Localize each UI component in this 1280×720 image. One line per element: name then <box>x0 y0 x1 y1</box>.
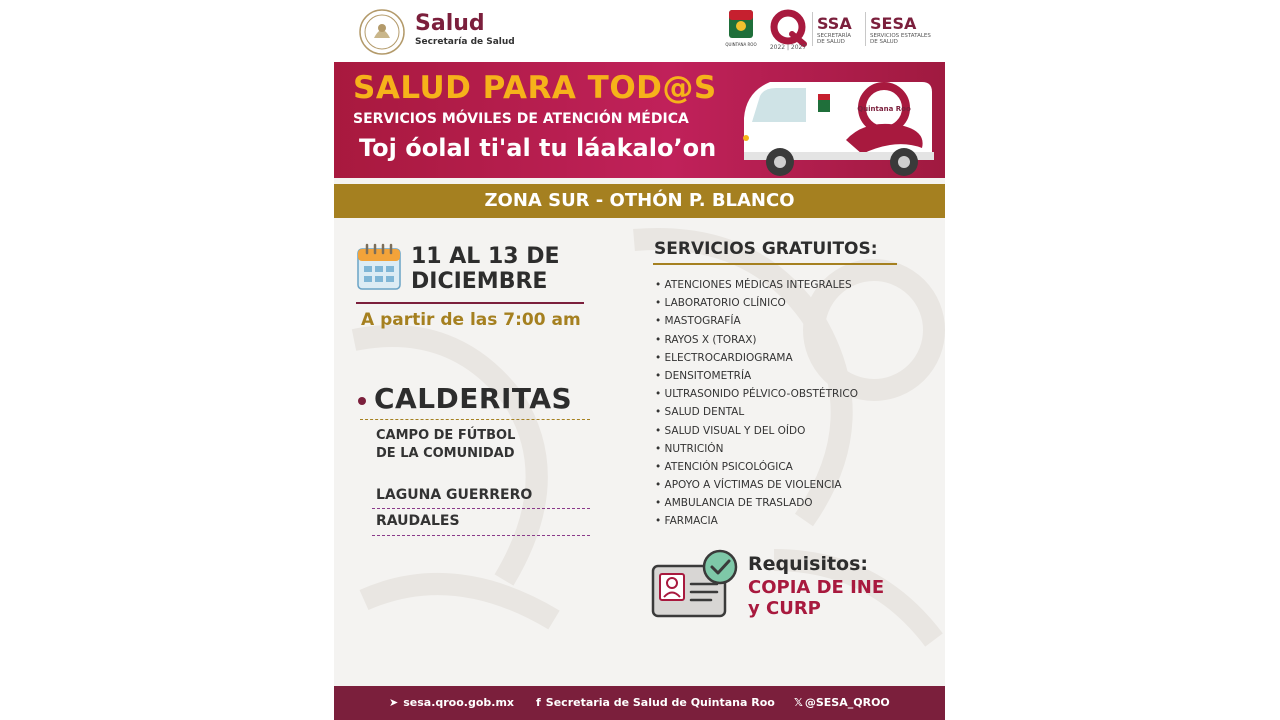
mexico-seal-icon <box>358 8 406 56</box>
header <box>334 0 945 62</box>
location-bullet <box>358 397 366 405</box>
sesa-logo-title: SESA <box>870 14 917 33</box>
services-title: SERVICIOS GRATUITOS: <box>654 239 878 259</box>
footer <box>334 686 945 720</box>
location-main-detail <box>376 427 515 463</box>
footer-x-link[interactable] <box>794 686 890 720</box>
calendar-icon <box>356 243 402 291</box>
location-second: LAGUNA GUERRERO <box>376 487 533 503</box>
service-item: • ELECTROCARDIOGRAMA <box>655 351 793 364</box>
poster <box>334 0 945 720</box>
divider <box>812 12 813 46</box>
requirements-title: Requisitos: <box>748 553 869 575</box>
facebook-icon: f <box>536 696 541 709</box>
date-line-2: DICIEMBRE <box>411 269 548 294</box>
x-icon: 𝕏 <box>794 696 803 709</box>
service-item: • DENSITOMETRÍA <box>655 369 752 382</box>
requirements-body <box>748 577 884 619</box>
banner-subtitle: SERVICIOS MÓVILES DE ATENCIÓN MÉDICA <box>353 111 689 127</box>
facebook-text: Secretaria de Salud de Quintana Roo <box>545 696 775 709</box>
event-time: A partir de las 7:00 am <box>361 310 581 330</box>
service-item: • SALUD DENTAL <box>655 406 745 419</box>
id-card-check-icon <box>651 548 739 620</box>
service-item: • RAYOS X (TORAX) <box>655 333 757 346</box>
x-handle-text: @SESA_QROO <box>804 696 890 709</box>
location-main: CALDERITAS <box>374 382 573 415</box>
detail-line-2: DE LA COMUNIDAD <box>376 446 515 461</box>
service-item: • APOYO A VÍCTIMAS DE VIOLENCIA <box>655 479 842 492</box>
date-underline <box>356 302 584 304</box>
zone-bar: ZONA SUR - OTHÓN P. BLANCO <box>334 184 945 218</box>
campaign-banner <box>334 62 945 178</box>
cursor-icon: ➤ <box>389 696 399 709</box>
event-date <box>411 244 560 294</box>
footer-facebook-link[interactable] <box>536 686 775 720</box>
ssa-logo-title: SSA <box>817 14 852 33</box>
service-item: • FARMACIA <box>655 515 718 528</box>
requirements-line-2: y CURP <box>748 598 821 619</box>
mobile-clinic-van-icon <box>736 68 936 180</box>
requirements-line-1: COPIA DE INE <box>748 577 885 598</box>
service-item: • MASTOGRAFÍA <box>655 315 741 328</box>
services-list <box>655 276 858 531</box>
service-item: • LABORATORIO CLÍNICO <box>655 297 786 310</box>
sesa-logo-subtitle: SERVICIOS ESTATALES DE SALUD <box>870 33 931 45</box>
dashed-divider <box>372 508 590 509</box>
service-item: • ATENCIÓN PSICOLÓGICA <box>655 460 793 473</box>
dashed-divider <box>360 419 590 420</box>
service-item: • NUTRICIÓN <box>655 442 724 455</box>
banner-maya-slogan: Toj óolal ti'al tu láakalo’on <box>359 134 717 162</box>
salud-logo-title: Salud <box>415 11 485 36</box>
ssa-logo-subtitle: SECRETARÍA DE SALUD <box>817 33 852 45</box>
service-item: • ATENCIONES MÉDICAS INTEGRALES <box>655 279 852 291</box>
website-text: sesa.qroo.gob.mx <box>403 696 515 709</box>
salud-logo-subtitle: Secretaría de Salud <box>415 37 515 47</box>
service-item: • ULTRASONIDO PÉLVICO-OBSTÉTRICO <box>655 388 858 401</box>
footer-website-link[interactable] <box>389 686 514 720</box>
quintana-roo-shield-icon <box>727 8 755 48</box>
divider <box>865 12 866 46</box>
service-item: • SALUD VISUAL Y DEL OÍDO <box>655 424 806 437</box>
van-logo-text: Quintana Roo <box>857 105 911 113</box>
detail-line-1: CAMPO DE FÚTBOL <box>376 428 516 443</box>
shield-label: QUINTANA ROO <box>725 42 757 47</box>
service-item: • AMBULANCIA DE TRASLADO <box>655 497 813 510</box>
q-logo-years: 2022 | 2027 <box>769 44 807 51</box>
date-line-1: 11 AL 13 DE <box>411 244 560 269</box>
services-underline <box>653 263 897 265</box>
banner-title: SALUD PARA TOD@S <box>353 70 717 106</box>
location-third: RAUDALES <box>376 513 460 529</box>
dashed-divider <box>372 535 590 536</box>
